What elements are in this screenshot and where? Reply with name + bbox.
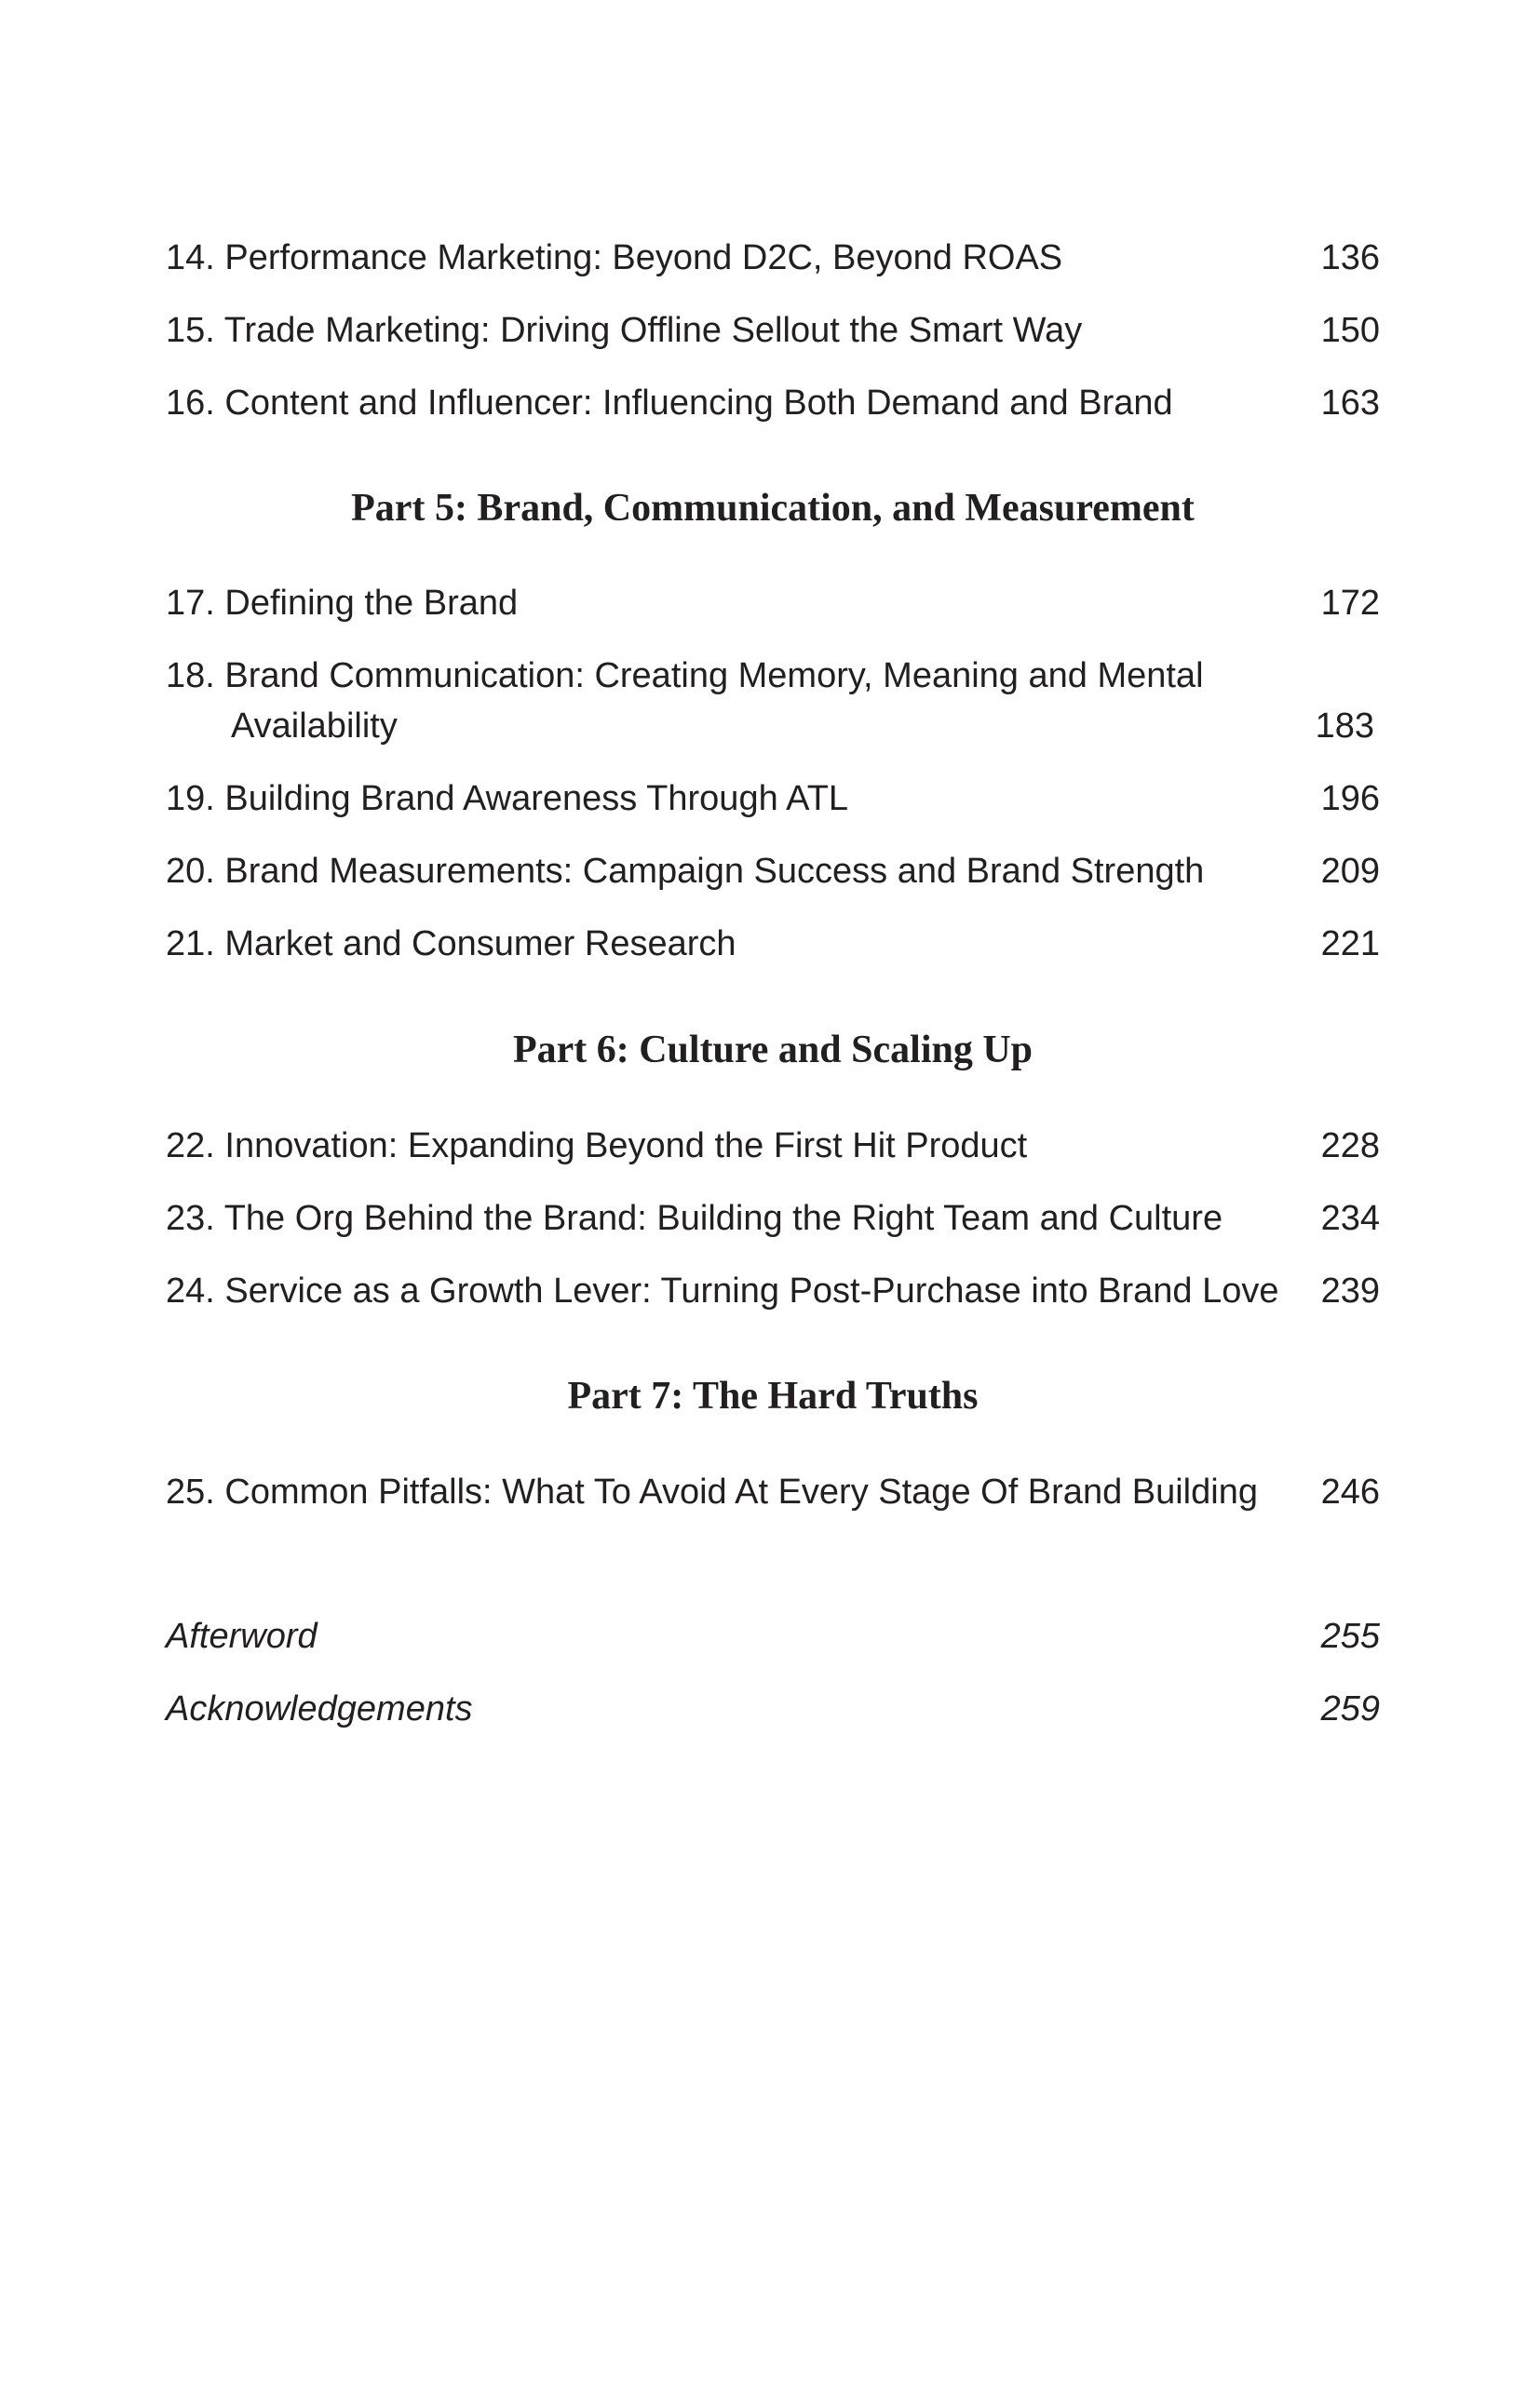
toc-entry-title-continued: Availability [231,706,398,746]
toc-entry-21 [166,916,1380,972]
toc-entry-title: 14. Performance Marketing: Beyond D2C, Beyond ROAS [166,238,1063,277]
toc-entry-title: 23. The Org Behind the Brand: Building the Right Team and Culture [166,1199,1223,1238]
part-6-heading: Part 6: Culture and Scaling Up [512,1029,1033,1071]
toc-entry-17 [166,575,1380,631]
part-7-heading: Part 7: The Hard Truths [567,1375,979,1418]
toc-entry-title: 25. Common Pitfalls: What To Avoid At Every Stage Of Brand Building [166,1473,1258,1512]
toc-entry-title: 22. Innovation: Expanding Beyond the First Hit Product [166,1126,1028,1165]
toc-entry-title: Afterword [166,1617,317,1656]
toc-entry-title: 16. Content and Influencer: Influencing Both Demand and Brand [166,383,1173,423]
toc-entry-title: 20. Brand Measurements: Campaign Success and Brand Strength [166,852,1205,891]
toc-entry-18 [166,648,1380,750]
toc-entry-page: 136 [1320,238,1380,277]
toc-entry-acknowledgements [166,1681,1380,1737]
toc-entry-25 [166,1464,1380,1520]
toc-entry-20 [166,843,1380,899]
toc-entry-title: 17. Defining the Brand [166,584,519,623]
toc-entry-16 [166,375,1380,431]
toc-entry-page: 183 [1315,706,1374,746]
toc-entry-22 [166,1118,1380,1174]
toc-entry-title: 15. Trade Marketing: Driving Offline Sellout the Smart Way [166,311,1083,350]
toc-entry-page: 246 [1320,1473,1380,1512]
toc-entry-title: Acknowledgements [166,1689,473,1729]
toc-entry-page: 163 [1320,383,1380,423]
toc-entry-page: 234 [1320,1199,1380,1238]
toc-entry-page: 150 [1320,311,1380,350]
part-5-heading: Part 5: Brand, Communication, and Measurement [351,487,1195,530]
toc-entry-title: 19. Building Brand Awareness Through ATL [166,779,849,818]
toc-entry-page: 239 [1320,1271,1380,1311]
toc-entry-19 [166,771,1380,827]
toc-entry-page: 259 [1320,1689,1380,1729]
toc-entry-page: 209 [1320,852,1380,891]
toc-entry-page: 172 [1320,584,1380,623]
toc-entry-24 [166,1263,1380,1319]
toc-entry-14 [166,230,1380,286]
toc-entry-23 [166,1191,1380,1246]
toc-entry-title: 18. Brand Communication: Creating Memory, Meaning and Mental [166,656,1204,695]
toc-entry-afterword [166,1608,1380,1664]
toc-entry-page: 196 [1320,779,1380,818]
toc-entry-title: 21. Market and Consumer Research [166,924,736,963]
toc-entry-page: 228 [1320,1126,1380,1165]
toc-entry-page: 255 [1320,1617,1380,1656]
toc-entry-page: 221 [1320,924,1380,963]
toc-entry-title: 24. Service as a Growth Lever: Turning Post-Purchase into Brand Love [166,1271,1279,1311]
toc-entry-15 [166,303,1380,358]
